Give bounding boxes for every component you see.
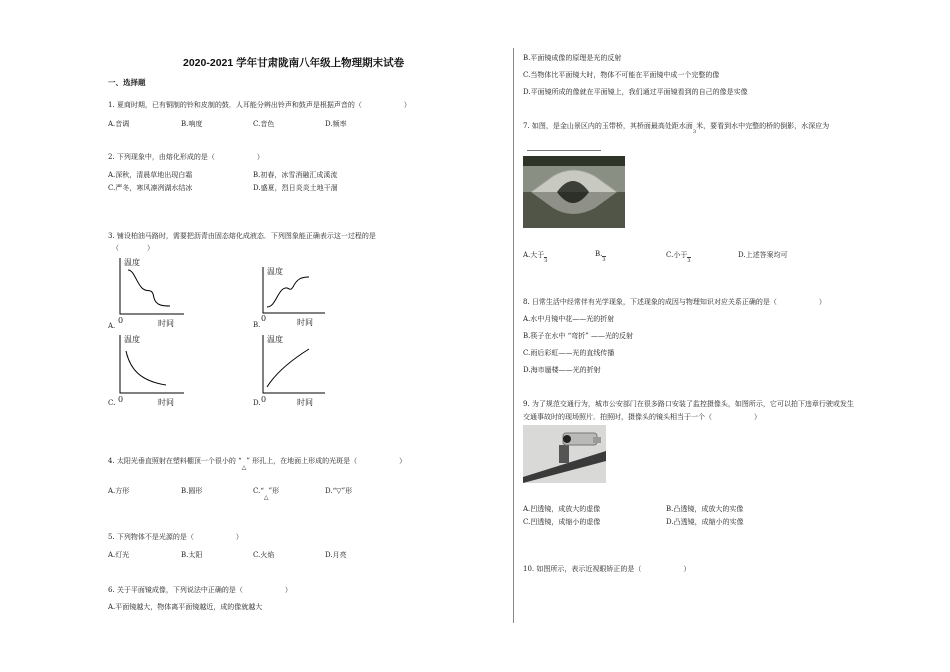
graph-c-xlabel: 时间 (158, 398, 174, 407)
q6-option-a: A.平面镜越大，物体离平面镜越近，成的像就越大 (108, 603, 263, 611)
q6-option-c: C.当物体比平面镜大时，物体不可能在平面镜中成一个完整的像 (523, 71, 720, 79)
graph-b-xlabel: 时间 (297, 318, 313, 327)
q8-option-a: A.水中月镜中花——光的折射 (523, 315, 615, 323)
q4-stem-b: ” 形孔上，在地面上形成的光斑是（ ） (246, 457, 407, 465)
column-divider (513, 48, 514, 623)
q7-stem-b: 米，要看到水中完整的桥的倒影，水深应为 (696, 122, 830, 130)
graph-a-xlabel: 时间 (158, 319, 174, 328)
graph-c-ylabel: 温度 (124, 335, 140, 344)
q5-option-d: D.月亮 (325, 551, 347, 559)
graph-c (108, 333, 188, 409)
graph-d-xlabel: 时间 (297, 398, 313, 407)
q9-stem-line1: 9. 为了规范交通行为，城市公安部门在很多路口安装了监控摄像头，如图所示，它可以拍下违章行驶或发生 (523, 400, 854, 408)
q1-option-a: A.音调 (108, 120, 130, 128)
q5-option-a: A.灯光 (108, 551, 130, 559)
q7-stem (523, 121, 830, 135)
q1-option-c: C.音色 (253, 120, 275, 128)
graph-d-ylabel: 温度 (267, 335, 283, 344)
q1-option-d: D.频率 (325, 120, 347, 128)
graph-d (253, 333, 333, 409)
q4-option-d: D.“▽”形 (325, 487, 353, 495)
q7-stem-a: 7. 如图，是金山景区内的玉带桥，其桥面最高处距水面 (523, 122, 693, 130)
q4-option-c: C.“△”形 (253, 487, 280, 501)
q2-option-b: B.初春，冰雪消融汇成溪流 (253, 171, 338, 179)
q5-option-b: B.太阳 (181, 551, 203, 559)
q7-option-b: $B._3$ (595, 250, 606, 263)
triangle-icon: △ (241, 464, 247, 471)
q9-option-d: D.凸透镜，成缩小的实像 (666, 518, 744, 526)
q7-option-a: A.大于$_3$ (523, 251, 548, 264)
q9-option-c: C.凹透镜，成缩小的虚像 (523, 518, 601, 526)
graph-a (108, 256, 188, 330)
q2-option-a: A.深秋，清晨草地出现白霜 (108, 171, 193, 179)
q3-stem: 3. 铺设柏油马路时，需要把沥青由固态熔化成液态．下列图象能正确表示这一过程的是 (108, 232, 376, 240)
q7-option-d: D.上述答案均可 (738, 251, 788, 259)
bridge-photo (523, 156, 625, 228)
graph-b-origin: 0 (261, 314, 267, 323)
q5-stem: 5. 下列物体不是光源的是（ ） (108, 533, 243, 541)
graph-b (253, 265, 333, 331)
camera-photo (523, 425, 606, 483)
q4-option-b: B.圆形 (181, 487, 203, 495)
q6-option-b: B.平面镜成像的原理是光的反射 (523, 54, 622, 62)
q4-stem-a: 4. 太阳光垂直照射在塑料棚顶一个很小的 “ (108, 457, 242, 465)
q4-option-a: A.方形 (108, 487, 130, 495)
q7-option-c: C.小于$_3$ (666, 251, 691, 264)
camera-photo-svg (523, 425, 606, 483)
graph-b-ylabel: 温度 (267, 267, 283, 276)
q2-option-d: D.盛夏，烈日炎炎土地干涸 (253, 184, 338, 192)
section-heading: 一、选择题 (108, 78, 146, 87)
graph-a-origin: 0 (118, 316, 124, 325)
q8-option-b: B.筷子在水中 “弯折” ——光的反射 (523, 332, 633, 340)
q8-stem: 8. 日常生活中经常伴有光学现象，下述现象的成因与物理知识对应关系正确的是（ ） (523, 298, 826, 306)
q10-stem: 10. 如图所示，表示近视眼矫正的是（ ） (523, 565, 691, 573)
q6-stem: 6. 关于平面镜成像，下列说法中正确的是（ ） (108, 586, 292, 594)
q7-fraction: 3 (692, 129, 697, 135)
paper-title: 2020-2021 学年甘肃陇南八年级上物理期末试卷 (183, 57, 405, 69)
graph-b-label: B. (253, 321, 261, 329)
q1-option-b: B.响度 (181, 120, 203, 128)
q5-option-c: C.火焰 (253, 551, 275, 559)
bridge-photo-svg (523, 156, 625, 228)
q2-stem: 2. 下列现象中，由熔化形成的是（ ） (108, 153, 264, 161)
q8-option-d: D.海市蜃楼——光的折射 (523, 366, 601, 374)
graph-d-origin: 0 (261, 395, 267, 404)
q1-stem: 1. 夏商时期，已有铜制的铃和皮制的鼓．人耳能分辨出铃声和鼓声是根据声音的（ ） (108, 101, 411, 109)
q6-option-d: D.平面镜所成的像就在平面镜上，我们通过平面镜看到的自己的像是实像 (523, 88, 748, 96)
graph-a-ylabel: 温度 (124, 258, 140, 267)
q4-stem (108, 456, 407, 471)
q8-option-c: C.雨后彩虹——光的直线传播 (523, 349, 615, 357)
q2-option-c: C.严冬，寒风凛冽湖水结冰 (108, 184, 193, 192)
triangle-icon: △ (263, 494, 269, 501)
q3-paren: （ ） (112, 244, 154, 252)
q9-stem-line2: 交通事故时的现场照片．拍照时，摄像头的镜头相当于一个（ ） (523, 413, 761, 421)
graph-a-label: A. (108, 322, 116, 330)
graph-d-label: D. (253, 399, 261, 407)
graph-c-origin: 0 (118, 395, 124, 404)
q7-blank-line (527, 150, 601, 151)
q9-option-a: A.凹透镜，成放大的虚像 (523, 505, 601, 513)
q9-option-b: B.凸透镜，成放大的实像 (666, 505, 744, 513)
graph-c-label: C. (108, 399, 116, 407)
